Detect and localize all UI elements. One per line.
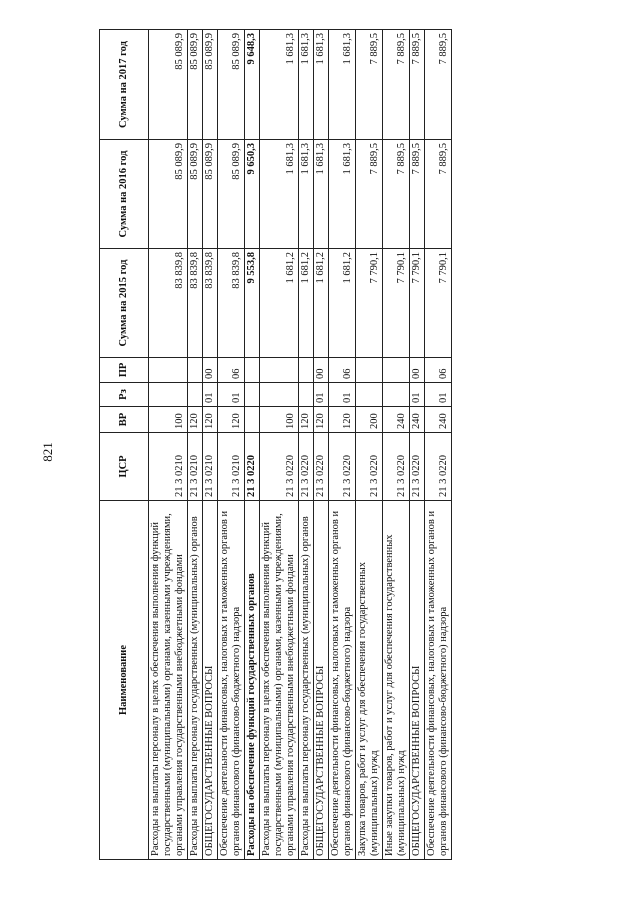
cell-rz xyxy=(383,383,410,407)
table-row xyxy=(203,30,218,860)
cell-sum-2015: 7 790,1 xyxy=(383,249,410,358)
cell-name: ОБЩЕГОСУДАРСТВЕННЫЕ ВОПРОСЫ xyxy=(314,501,329,860)
cell-sum-2016: 1 681,3 xyxy=(314,140,329,249)
table-row xyxy=(188,30,203,860)
table-row xyxy=(356,30,383,860)
cell-sum-2016: 1 681,3 xyxy=(260,140,299,249)
cell-rz: 01 xyxy=(425,383,452,407)
cell-pr xyxy=(356,358,383,383)
cell-sum-2017: 7 889,5 xyxy=(410,30,425,140)
header-vr: ВР xyxy=(100,407,149,433)
cell-name: Обеспечение деятельности финансовых, налоговых и таможенных органов и органов финансового (финансово-бюджетного) надзора xyxy=(425,501,452,860)
table-row xyxy=(218,30,245,860)
cell-csr: 21 3 0210 xyxy=(218,433,245,501)
cell-csr: 21 3 0220 xyxy=(245,433,260,501)
cell-sum-2016: 7 889,5 xyxy=(425,140,452,249)
cell-sum-2017: 1 681,3 xyxy=(260,30,299,140)
cell-vr xyxy=(245,407,260,433)
cell-rz xyxy=(356,383,383,407)
cell-sum-2015: 1 681,2 xyxy=(329,249,356,358)
table-row xyxy=(299,30,314,860)
cell-sum-2015: 1 681,2 xyxy=(314,249,329,358)
cell-sum-2015: 7 790,1 xyxy=(425,249,452,358)
cell-csr: 21 3 0220 xyxy=(425,433,452,501)
cell-sum-2017: 85 089,9 xyxy=(218,30,245,140)
cell-sum-2015: 83 839,8 xyxy=(149,249,188,358)
cell-sum-2017: 1 681,3 xyxy=(329,30,356,140)
cell-name: ОБЩЕГОСУДАРСТВЕННЫЕ ВОПРОСЫ xyxy=(410,501,425,860)
cell-name: Расходы на обеспечение функций государственных органов xyxy=(245,501,260,860)
header-sum-2017: Сумма на 2017 год xyxy=(100,30,149,140)
header-rz: Рз xyxy=(100,383,149,407)
cell-sum-2017: 85 089,9 xyxy=(188,30,203,140)
cell-sum-2016: 7 889,5 xyxy=(356,140,383,249)
cell-sum-2015: 1 681,2 xyxy=(299,249,314,358)
cell-csr: 21 3 0210 xyxy=(188,433,203,501)
cell-pr xyxy=(260,358,299,383)
cell-sum-2015: 7 790,1 xyxy=(410,249,425,358)
cell-pr: 00 xyxy=(410,358,425,383)
cell-rz xyxy=(188,383,203,407)
cell-name: Расходы на выплаты персоналу в целях обеспечения выполнения функций государственными (муниципальными) органами, казенными учреждениями, органами управления государственными внебюджетными фондами xyxy=(149,501,188,860)
cell-sum-2015: 83 839,8 xyxy=(188,249,203,358)
table-row xyxy=(149,30,188,860)
cell-pr: 06 xyxy=(218,358,245,383)
cell-rz: 01 xyxy=(329,383,356,407)
cell-sum-2016: 85 089,9 xyxy=(149,140,188,249)
cell-vr: 240 xyxy=(410,407,425,433)
cell-sum-2015: 7 790,1 xyxy=(356,249,383,358)
cell-name: Иные закупки товаров, работ и услуг для обеспечения государственных (муниципальных) нужд xyxy=(383,501,410,860)
cell-vr: 100 xyxy=(260,407,299,433)
budget-table xyxy=(99,29,452,860)
cell-pr xyxy=(299,358,314,383)
cell-csr: 21 3 0220 xyxy=(356,433,383,501)
cell-sum-2016: 7 889,5 xyxy=(410,140,425,249)
cell-vr: 240 xyxy=(383,407,410,433)
cell-name: Обеспечение деятельности финансовых, налоговых и таможенных органов и органов финансового (финансово-бюджетного) надзора xyxy=(218,501,245,860)
cell-csr: 21 3 0210 xyxy=(149,433,188,501)
table-row xyxy=(314,30,329,860)
table-row xyxy=(245,30,260,860)
cell-vr: 120 xyxy=(203,407,218,433)
cell-sum-2017: 7 889,5 xyxy=(356,30,383,140)
page-number: 821 xyxy=(39,442,55,462)
table-row xyxy=(425,30,452,860)
cell-rz: 01 xyxy=(314,383,329,407)
cell-pr: 00 xyxy=(203,358,218,383)
cell-name: Обеспечение деятельности финансовых, налоговых и таможенных органов и органов финансового (финансово-бюджетного) надзора xyxy=(329,501,356,860)
cell-sum-2017: 85 089,9 xyxy=(203,30,218,140)
header-pr: ПР xyxy=(100,358,149,383)
cell-pr xyxy=(383,358,410,383)
cell-csr: 21 3 0210 xyxy=(203,433,218,501)
cell-rz xyxy=(149,383,188,407)
cell-vr: 120 xyxy=(329,407,356,433)
cell-vr: 240 xyxy=(425,407,452,433)
header-csr: ЦСР xyxy=(100,433,149,501)
cell-csr: 21 3 0220 xyxy=(329,433,356,501)
cell-sum-2017: 85 089,9 xyxy=(149,30,188,140)
cell-sum-2017: 9 648,3 xyxy=(245,30,260,140)
cell-name: Закупка товаров, работ и услуг для обеспечения государственных (муниципальных) нужд xyxy=(356,501,383,860)
cell-vr: 100 xyxy=(149,407,188,433)
cell-sum-2016: 85 089,9 xyxy=(188,140,203,249)
cell-sum-2015: 83 839,8 xyxy=(218,249,245,358)
table-row xyxy=(260,30,299,860)
cell-pr: 06 xyxy=(329,358,356,383)
cell-name: Расходы на выплаты персоналу государственных (муниципальных) органов xyxy=(299,501,314,860)
cell-pr xyxy=(149,358,188,383)
table-row xyxy=(329,30,356,860)
cell-sum-2016: 1 681,3 xyxy=(299,140,314,249)
cell-sum-2015: 1 681,2 xyxy=(260,249,299,358)
cell-vr: 120 xyxy=(218,407,245,433)
cell-rz: 01 xyxy=(218,383,245,407)
cell-csr: 21 3 0220 xyxy=(383,433,410,501)
cell-vr: 120 xyxy=(314,407,329,433)
cell-csr: 21 3 0220 xyxy=(260,433,299,501)
cell-pr: 00 xyxy=(314,358,329,383)
cell-sum-2017: 7 889,5 xyxy=(425,30,452,140)
cell-rz xyxy=(299,383,314,407)
cell-name: Расходы на выплаты персоналу государственных (муниципальных) органов xyxy=(188,501,203,860)
cell-vr: 120 xyxy=(299,407,314,433)
cell-csr: 21 3 0220 xyxy=(314,433,329,501)
cell-sum-2017: 1 681,3 xyxy=(314,30,329,140)
cell-pr xyxy=(188,358,203,383)
table-row xyxy=(383,30,410,860)
rotated-table-container xyxy=(99,30,564,860)
cell-csr: 21 3 0220 xyxy=(410,433,425,501)
cell-rz: 01 xyxy=(203,383,218,407)
cell-rz: 01 xyxy=(410,383,425,407)
cell-sum-2016: 85 089,9 xyxy=(218,140,245,249)
cell-pr: 06 xyxy=(425,358,452,383)
cell-sum-2015: 83 839,8 xyxy=(203,249,218,358)
cell-csr: 21 3 0220 xyxy=(299,433,314,501)
header-name: Наименование xyxy=(100,501,149,860)
cell-sum-2016: 9 650,3 xyxy=(245,140,260,249)
cell-sum-2016: 7 889,5 xyxy=(383,140,410,249)
cell-name: Расходы на выплаты персоналу в целях обеспечения выполнения функций государственными (муниципальными) органами, казенными учреждениями, органами управления государственными внебюджетными фондами xyxy=(260,501,299,860)
cell-name: ОБЩЕГОСУДАРСТВЕННЫЕ ВОПРОСЫ xyxy=(203,501,218,860)
table-body xyxy=(149,30,452,860)
table-header-row xyxy=(100,30,149,860)
cell-rz xyxy=(245,383,260,407)
cell-sum-2016: 85 089,9 xyxy=(203,140,218,249)
cell-pr xyxy=(245,358,260,383)
cell-rz xyxy=(260,383,299,407)
table-row xyxy=(410,30,425,860)
cell-vr: 120 xyxy=(188,407,203,433)
header-sum-2015: Сумма на 2015 год xyxy=(100,249,149,358)
header-sum-2016: Сумма на 2016 год xyxy=(100,140,149,249)
cell-sum-2017: 7 889,5 xyxy=(383,30,410,140)
cell-sum-2016: 1 681,3 xyxy=(329,140,356,249)
cell-sum-2015: 9 553,8 xyxy=(245,249,260,358)
cell-vr: 200 xyxy=(356,407,383,433)
cell-sum-2017: 1 681,3 xyxy=(299,30,314,140)
